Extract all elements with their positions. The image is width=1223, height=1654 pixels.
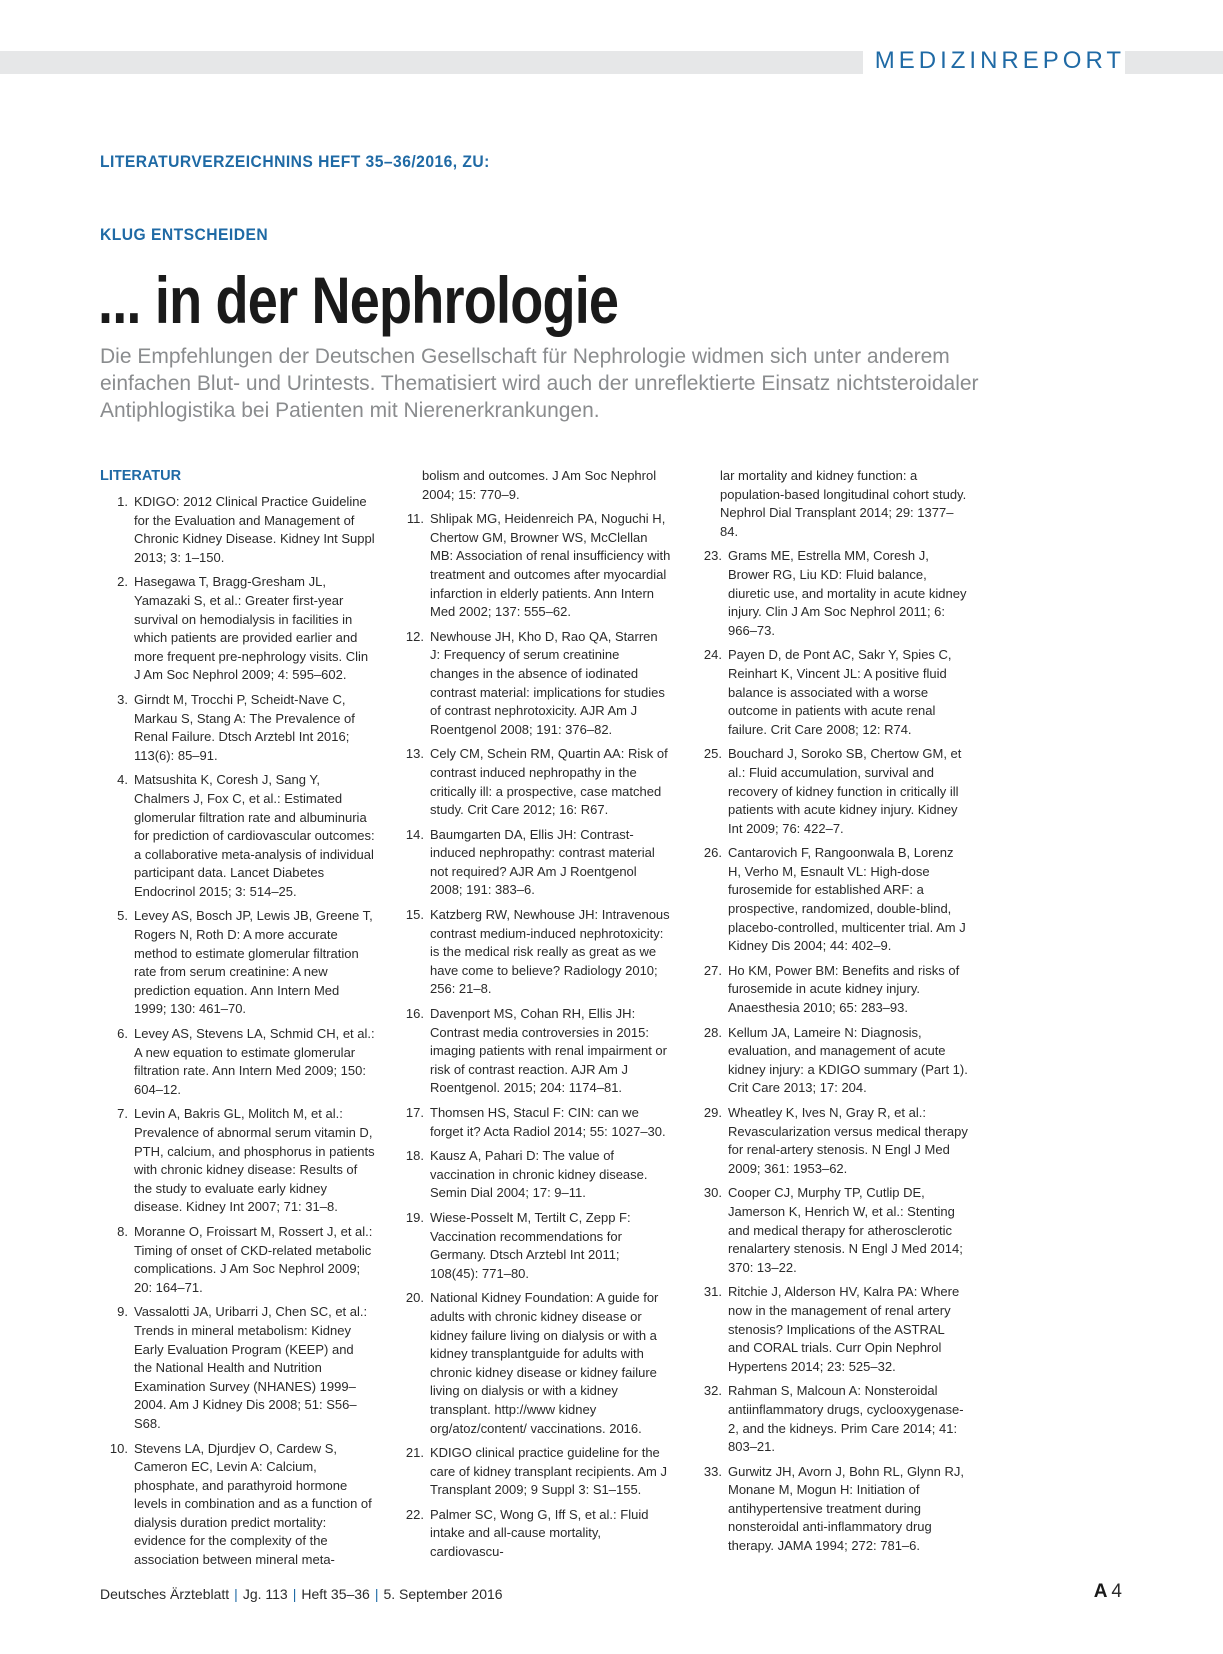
reference-number: 20. <box>405 1290 424 1306</box>
reference-item <box>100 573 375 685</box>
reference-number: 19. <box>405 1209 424 1225</box>
reference-item <box>100 1303 375 1433</box>
reference-item <box>694 1104 969 1178</box>
references-column-3 <box>694 467 969 1562</box>
footer-separator: | <box>374 1586 379 1602</box>
reference-text: Kausz A, Pahari D: The value of vaccination in chronic kidney disease. Semin Dial 2004; 17: 9–11. <box>430 1148 648 1201</box>
section-label: MEDIZINREPORT <box>863 46 1125 76</box>
reference-item <box>396 906 671 999</box>
reference-number: 24. <box>703 647 722 663</box>
volume: Jg. 113 <box>242 1586 288 1602</box>
reference-text: KDIGO: 2012 Clinical Practice Guideline for the Evaluation and Management of Chronic Kidney Disease. Kidney Int Suppl 2013; 3: 1–150. <box>134 494 375 565</box>
reference-text: Katzberg RW, Newhouse JH: Intravenous contrast medium-induced nephrotoxicity: is the medical risk really as great as we have come to believe? Radiology 2010; 256: 21–8. <box>430 907 670 997</box>
reference-number: 4. <box>117 772 128 788</box>
reference-text: Palmer SC, Wong G, Iff S, et al.: Fluid intake and all-cause mortality, cardiovascu- <box>430 1506 649 1560</box>
references-column-1 <box>100 467 375 1576</box>
reference-item <box>100 907 375 1019</box>
reference-item <box>396 1147 671 1203</box>
article-title: ... in der Nephrologie <box>98 263 619 337</box>
reference-item <box>100 1025 375 1099</box>
reference-item <box>694 1283 969 1376</box>
reference-text: Wiese-Posselt M, Tertilt C, Zepp F: Vaccination recommendations for Germany. Dtsch Arztebl Int 2011; 108(45): 771–80. <box>430 1209 631 1281</box>
reference-number: 18. <box>405 1148 424 1164</box>
reference-text: Wheatley K, Ives N, Gray R, et al.: Revascularization versus medical therapy for renal-artery stenosis. N Engl J Med 2009; 361: 1953–62. <box>728 1105 968 1176</box>
reference-number: 3. <box>117 691 128 707</box>
reference-text: Cantarovich F, Rangoonwala B, Lorenz H, Verho M, Esnault VL: High-dose furosemide for established ARF: a prospective, randomized, double-blind, placebo-controlled, multicenter trial. Am J Kidney Dis 2004; 44: 402–9. <box>728 845 966 954</box>
reference-text: Newhouse JH, Kho D, Rao QA, Starren J: Frequency of serum creatinine changes in the absence of iodinated contrast material: implications for studies of contrast nephrotoxicity. AJR Am J Roentgenol 2008; 191: 376–82. <box>430 628 665 737</box>
reference-item <box>396 628 671 740</box>
reference-item <box>100 691 375 765</box>
reference-text: Payen D, de Pont AC, Sakr Y, Spies C, Reinhart K, Vincent JL: A positive fluid balance is associated with a worse outcome in patients with acute renal failure. Crit Care 2008; 12: R74. <box>728 647 952 737</box>
reference-item <box>396 1104 671 1141</box>
reference-item <box>694 1184 969 1277</box>
reference-item <box>396 826 671 900</box>
reference-item <box>100 493 375 567</box>
reference-item <box>694 844 969 956</box>
reference-text: National Kidney Foundation: A guide for adults with chronic kidney disease or kidney failure living on dialysis or with a kidney transplantguide for adults with chronic kidney disease or kidney failure living on dialysis or with a kidney transplant. http://www kidney org/atoz/content/ vaccinations. 2016. <box>430 1290 659 1436</box>
reference-item <box>694 1463 969 1556</box>
issue-date: 5. September 2016 <box>383 1586 503 1602</box>
reference-item <box>396 1005 671 1098</box>
reference-item <box>396 1506 671 1562</box>
reference-number: 29. <box>703 1105 722 1120</box>
reference-number: 17. <box>405 1105 424 1120</box>
journal-name: Deutsches Ärzteblatt <box>100 1586 230 1602</box>
reference-text: Davenport MS, Cohan RH, Ellis JH: Contrast media controversies in 2015: imaging patients with renal impairment or risk of contrast reaction. AJR Am J Roentgenol. 2015; 204: 1174–81. <box>430 1006 667 1096</box>
reference-text: Stevens LA, Djurdjev O, Cardew S, Cameron EC, Levin A: Calcium, phosphate, and parathyroid hormone levels in combination and as a function of dialysis duration predict mortality: evidence for the complexity of the association between mineral meta- <box>134 1440 372 1568</box>
reference-text: Hasegawa T, Bragg-Gresham JL, Yamazaki S, et al.: Greater first-year survival on hemodialysis in facilities in which patients are provided earlier and more frequent pre-nephrology visits. Clin J Am Soc Nephrol 2009; 4: 595–602. <box>134 574 369 683</box>
issue-reference-label: LITERATURVERZEICHNINS HEFT 35–36/2016, ZU: <box>100 152 490 171</box>
reference-item <box>694 962 969 1018</box>
reference-number: 9. <box>117 1304 128 1320</box>
reference-number: 7. <box>117 1106 128 1122</box>
footer-separator: | <box>292 1586 297 1602</box>
reference-item <box>694 646 969 739</box>
reference-text: Bouchard J, Soroko SB, Chertow GM, et al.: Fluid accumulation, survival and recovery of kidney function in critically ill patients with acute kidney injury. Kidney Int 2009; 76: 422–7. <box>728 746 962 836</box>
reference-text: Grams ME, Estrella MM, Coresh J, Brower RG, Liu KD: Fluid balance, diuretic use, and mortality in acute kidney injury. Clin J Am Soc Nephrol 2011; 6: 966–73. <box>728 548 967 638</box>
reference-item <box>396 1444 671 1500</box>
reference-number: 16. <box>405 1006 424 1022</box>
reference-text: Kellum JA, Lameire N: Diagnosis, evaluation, and management of acute kidney injury: a KDIGO summary (Part 1). Crit Care 2013; 17: 204. <box>728 1024 968 1096</box>
reference-number: 1. <box>117 494 128 509</box>
reference-number: 27. <box>703 962 722 978</box>
literature-heading: LITERATUR <box>100 468 182 484</box>
reference-text: Levey AS, Bosch JP, Lewis JB, Greene T, Rogers N, Roth D: A more accurate method to estimate glomerular filtration rate from serum creatinine: A new prediction equation. Ann Intern Med 1999; 130: 461–70. <box>134 908 373 1017</box>
page-number <box>1094 1581 1122 1603</box>
reference-item <box>396 1209 671 1283</box>
reference-number: 10. <box>109 1440 128 1456</box>
reference-text: Gurwitz JH, Avorn J, Bohn RL, Glynn RJ, Monane M, Mogun H: Initiation of antihypertensive treatment during nonsteroidal anti-inflammatory drug therapy. JAMA 1994; 272: 781–6. <box>728 1463 965 1554</box>
reference-text: Thomsen HS, Stacul F: CIN: can we forget it? Acta Radiol 2014; 55: 1027–30. <box>430 1105 666 1139</box>
reference-item <box>100 1105 375 1217</box>
reference-text: Levin A, Bakris GL, Molitch M, et al.: Prevalence of abnormal serum vitamin D, PTH, calcium, and phosphorus in patients with chronic kidney disease: Results of the study to evaluate early kidney disease. Kidney Int 2007; 71: 31–8. <box>134 1106 375 1215</box>
reference-number: 5. <box>117 908 128 924</box>
reference-number: 15. <box>405 907 424 923</box>
page-prefix: A <box>1093 1581 1108 1602</box>
reference-text: Rahman S, Malcoun A: Nonsteroidal antiinflammatory drugs, cyclooxygenase-2, and the kidneys. Prim Care 2014; 41: 803–21. <box>728 1383 964 1455</box>
reference-number: 31. <box>703 1284 722 1300</box>
reference-number: 21. <box>405 1445 424 1461</box>
reference-number: 22. <box>405 1506 424 1522</box>
page-number-value: 4 <box>1111 1581 1122 1602</box>
reference-number: 25. <box>703 746 722 762</box>
reference-text: Shlipak MG, Heidenreich PA, Noguchi H, Chertow GM, Browner WS, McClellan MB: Association of renal insufficiency with treatment and outcomes after myocardial infarction in elderly patients. Ann Intern Med 2002; 137: 555–62. <box>430 511 671 620</box>
reference-item <box>100 771 375 901</box>
reference-number: 30. <box>703 1185 722 1201</box>
reference-number: 28. <box>703 1024 722 1040</box>
reference-number: 14. <box>405 826 424 842</box>
reference-number: 33. <box>703 1463 722 1479</box>
article-lead: Die Empfehlungen der Deutschen Gesellschaft für Nephrologie widmen sich unter anderem einfachen Blut- und Urintests. Thematisiert wird auch der unreflektierte Einsatz nichtsteroidaler Antiphlogistika bei Patienten mit Nierenerkrankungen. <box>100 345 979 422</box>
reference-text: Ritchie J, Alderson HV, Kalra PA: Where now in the management of renal artery stenosis? Implications of the ASTRAL and CORAL trials. Curr Opin Nephrol Hypertens 2014; 23: 525–32. <box>728 1284 960 1374</box>
reference-number: 6. <box>117 1026 128 1042</box>
reference-number: 12. <box>405 628 424 644</box>
reference-text: Vassalotti JA, Uribarri J, Chen SC, et al.: Trends in mineral metabolism: Kidney Early Evaluation Program (KEEP) and the National Health and Nutrition Examination Survey (NHANES) 1999–2004. Am J Kidney Dis 2008; 51: S56–S68. <box>134 1304 368 1431</box>
reference-number: 2. <box>117 574 128 590</box>
reference-item <box>694 1382 969 1456</box>
reference-text: Cooper CJ, Murphy TP, Cutlip DE, Jamerson K, Henrich W, et al.: Stenting and medical therapy for atherosclerotic renalartery stenosis. N Engl J Med 2014; 370: 13–22. <box>728 1185 963 1275</box>
reference-continuation: bolism and outcomes. J Am Soc Nephrol 2004; 15: 770–9. <box>422 468 657 502</box>
reference-item <box>396 745 671 819</box>
reference-number: 23. <box>703 548 722 564</box>
reference-number: 32. <box>703 1383 722 1399</box>
reference-text: Moranne O, Froissart M, Rossert J, et al.: Timing of onset of CKD-related metabolic complications. J Am Soc Nephrol 2009; 20: 164–71. <box>134 1223 373 1295</box>
reference-number: 8. <box>117 1223 128 1239</box>
reference-item <box>100 1440 375 1570</box>
rubric-label: KLUG ENTSCHEIDEN <box>100 225 269 244</box>
reference-item <box>694 1024 969 1098</box>
reference-item <box>396 510 671 622</box>
reference-text: Baumgarten DA, Ellis JH: Contrast-induced nephropathy: contrast material not required? AJR Am J Roentgenol 2008; 191: 383–6. <box>430 826 655 898</box>
references-column-2 <box>396 467 671 1568</box>
reference-text: Ho KM, Power BM: Benefits and risks of furosemide in acute kidney injury. Anaesthesia 2010; 65: 283–93. <box>728 962 960 1016</box>
issue: Heft 35–36 <box>301 1586 370 1602</box>
reference-text: Matsushita K, Coresh J, Sang Y, Chalmers J, Fox C, et al.: Estimated glomerular filtration rate and albuminuria for prediction of cardiovascular outcomes: a collaborative meta-analysis of individual participant data. Lancet Diabetes Endocrinol 2015; 3: 514–25. <box>134 772 375 899</box>
reference-item <box>396 1289 671 1438</box>
reference-number: 11. <box>406 511 424 527</box>
reference-text: KDIGO clinical practice guideline for the care of kidney transplant recipients. Am J Transplant 2009; 9 Suppl 3: S1–155. <box>430 1445 668 1498</box>
reference-continuation: lar mortality and kidney function: a population-based longitudinal cohort study. Nephrol Dial Transplant 2014; 29: 1377–84. <box>720 468 967 539</box>
reference-item <box>694 547 969 640</box>
reference-item <box>694 745 969 838</box>
reference-text: Levey AS, Stevens LA, Schmid CH, et al.: A new equation to estimate glomerular filtration rate. Ann Intern Med 2009; 150: 604–12. <box>134 1026 375 1097</box>
reference-item <box>100 1223 375 1297</box>
reference-text: Cely CM, Schein RM, Quartin AA: Risk of contrast induced nephropathy in the critically ill: a prospective, case matched study. Crit Care 2012; 16: R67. <box>430 746 668 818</box>
reference-number: 13. <box>405 746 424 762</box>
reference-number: 26. <box>703 845 722 861</box>
reference-text: Girndt M, Trocchi P, Scheidt-Nave C, Markau S, Stang A: The Prevalence of Renal Failure. Dtsch Arztebl Int 2016; 113(6): 85–91. <box>134 691 355 763</box>
page-footer <box>100 1586 503 1602</box>
footer-separator: | <box>234 1586 238 1602</box>
